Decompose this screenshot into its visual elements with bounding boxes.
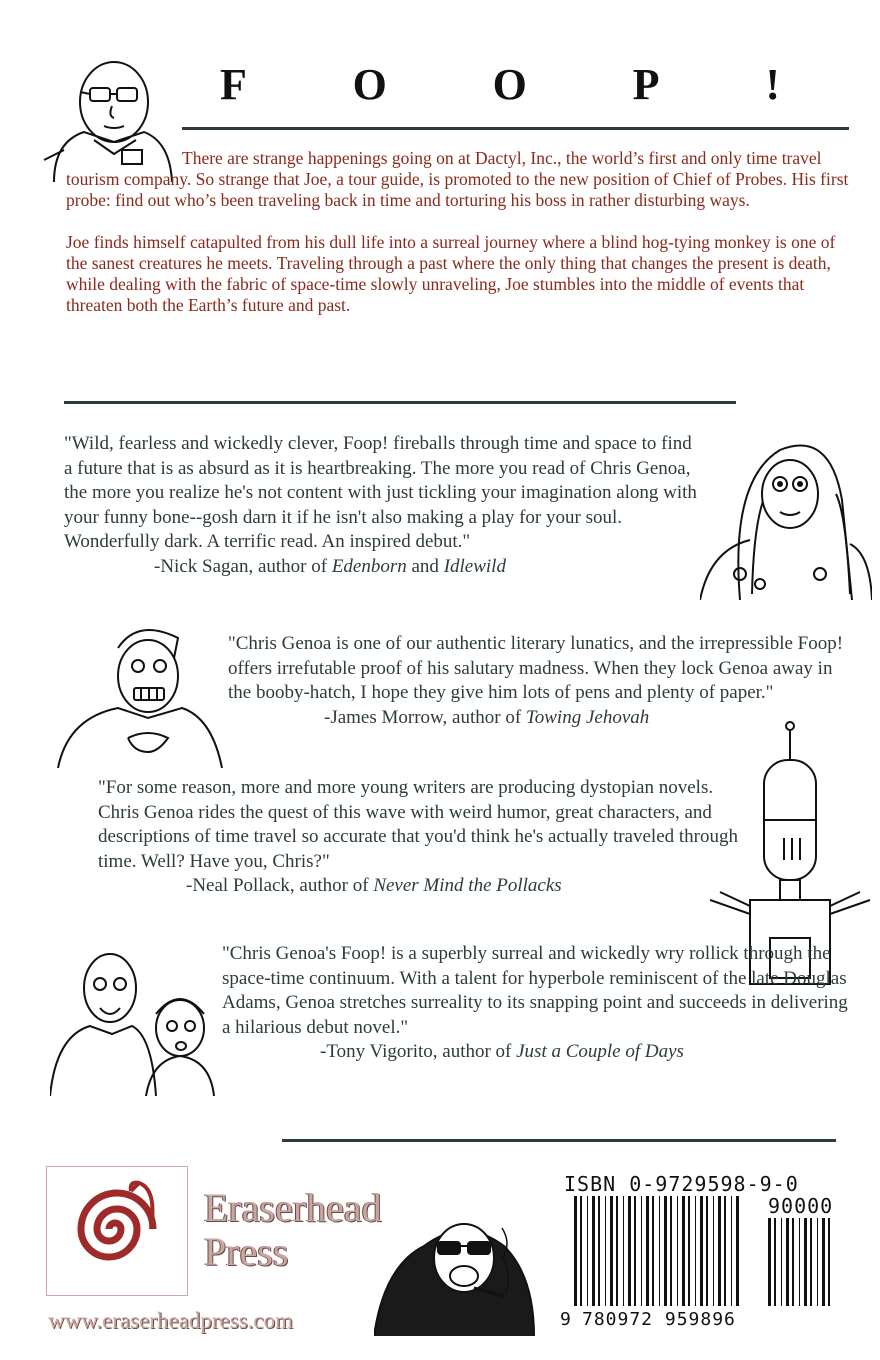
attribution-joiner: and: [406, 555, 444, 577]
barcode-bar: [799, 1218, 800, 1306]
publisher-name: [204, 1186, 382, 1274]
title-letter: P: [632, 59, 660, 109]
publisher-name-line2: Press: [204, 1229, 289, 1274]
barcode-bar: [828, 1218, 830, 1306]
price-barcode: [768, 1218, 832, 1310]
barcode-bar: [718, 1196, 721, 1306]
barcode-bar: [682, 1196, 685, 1306]
barcode: [574, 1196, 740, 1310]
barcode-bar: [605, 1196, 606, 1306]
ean-digits: 780972 959896: [582, 1309, 736, 1330]
attribution-work: Idlewild: [443, 555, 506, 577]
barcode-bar: [652, 1196, 654, 1306]
blurb-text: "For some reason, more and more young writers are producing dystopian novels. Chris Genoa rides the quest of this wave with weird humor, great characters, and descriptions of time travel so accurate that you'd think he's actually traveled through time. Well? Have you, Chris?": [98, 777, 738, 872]
barcode-bar: [634, 1196, 636, 1306]
blurb-sagan: [64, 432, 700, 579]
divider-top: [182, 127, 849, 130]
barcode-bar: [623, 1196, 624, 1306]
price-code: 90000: [768, 1194, 834, 1218]
barcode-bar: [610, 1196, 613, 1306]
ean-lead-digit: 9: [560, 1309, 571, 1330]
barcode-bar: [641, 1196, 642, 1306]
grinning-man-illustration: [48, 618, 228, 768]
long-haired-woman-illustration: [700, 424, 872, 600]
barcode-bar: [713, 1196, 714, 1306]
attribution-work: Edenborn: [331, 555, 407, 577]
barcode-bar: [804, 1218, 807, 1306]
attribution-work: Just a Couple of Days: [516, 1041, 684, 1062]
blurb-attribution: [98, 874, 738, 899]
barcode-bar: [677, 1196, 678, 1306]
barcode-bar: [700, 1196, 703, 1306]
title-letter: O: [352, 59, 387, 109]
title-letter: O: [492, 59, 527, 109]
attribution-author: -Nick Sagan, author of: [154, 555, 332, 577]
blurb-text: "Chris Genoa's Foop! is a superbly surreal and wickedly wry rollick through the space-time continuum. With a talent for hyperbole reminiscent of the late Douglas Adams, Genoa stretches surreality to its snapping point and succeeds in delivering a hilarious debut novel.": [222, 943, 848, 1038]
barcode-bar: [724, 1196, 726, 1306]
barcode-bar: [695, 1196, 696, 1306]
barcode-bar: [580, 1196, 582, 1306]
synopsis-paragraph-2: Joe finds himself catapulted from his dull life into a surreal journey where a blind hog-tying monkey is one of the sanest creatures he meets. Traveling through a past where the only thing that changes the present is death, while dealing with the fabric of space-time slowly unraveling, Joe stumbles into the middle of events that threaten both the Earth’s future and past.: [66, 232, 836, 315]
blurb-vigorito: [222, 942, 854, 1065]
barcode-bar: [587, 1196, 588, 1306]
barcode-bar: [574, 1196, 577, 1306]
blurb-attribution: [222, 1040, 854, 1065]
price-barcode-bars: [768, 1218, 832, 1306]
blurb-attribution: [64, 555, 700, 580]
two-men-illustration: [50, 948, 240, 1096]
barcode-bar: [664, 1196, 667, 1306]
barcode-bar: [822, 1218, 825, 1306]
barcode-bar: [646, 1196, 649, 1306]
attribution-author: -Neal Pollack, author of: [186, 875, 374, 896]
barcode-bar: [592, 1196, 595, 1306]
barcode-bar: [817, 1218, 818, 1306]
barcode-bar: [659, 1196, 660, 1306]
barcode-bar: [781, 1218, 782, 1306]
spiral-logo-icon: [47, 1167, 186, 1294]
barcode-bar: [706, 1196, 708, 1306]
blurb-morrow: [228, 632, 850, 730]
barcode-bar: [598, 1196, 600, 1306]
book-title: [220, 58, 780, 110]
publisher-url: www.eraserheadpress.com: [48, 1308, 294, 1333]
barcode-bar: [810, 1218, 812, 1306]
barcode-bar: [768, 1218, 771, 1306]
attribution-author: -James Morrow, author of: [324, 706, 526, 728]
blurb-pollack: [98, 776, 738, 899]
barcode-bar: [792, 1218, 794, 1306]
ean-barcode-bars: [574, 1196, 740, 1306]
barcode-bar: [786, 1218, 789, 1306]
barcode-bar: [774, 1218, 776, 1306]
synopsis-paragraph-1: There are strange happenings going on at Dactyl, Inc., the world’s first and only time travel tourism company. So strange that Joe, a tour guide, is promoted to the new position of Chief of Probes. His first probe: find out who’s been traveling back in time and torturing his boss in rather disturbing ways.: [66, 148, 849, 210]
publisher-name-line1: Eraserhead: [204, 1185, 382, 1230]
smoking-monkey-illustration: [374, 1196, 558, 1336]
title-letter: F: [220, 59, 247, 109]
attribution-work: Never Mind the Pollacks: [373, 875, 562, 896]
attribution-work: Towing Jehovah: [525, 706, 650, 728]
title-letter: !: [765, 59, 780, 109]
barcode-bar: [628, 1196, 631, 1306]
isbn-label: ISBN 0-9729598-9-0: [564, 1172, 799, 1196]
synopsis: [66, 148, 852, 337]
barcode-bar: [731, 1196, 732, 1306]
publisher-logo: [46, 1166, 188, 1296]
divider-middle: [64, 401, 736, 404]
barcode-bar: [670, 1196, 672, 1306]
barcode-bar: [688, 1196, 690, 1306]
blurb-text: "Chris Genoa is one of our authentic literary lunatics, and the irrepressible Foop! offers irrefutable proof of his salutary madness. When they lock Genoa away in the booby-hatch, I hope they give him lots of pens and plenty of paper.": [228, 633, 844, 703]
blurb-text: "Wild, fearless and wickedly clever, Foop! fireballs through time and space to find a future that is as absurd as it is heartbreaking. The more you read of Chris Genoa, the more you realize he's not content with just tickling your imagination along with your funny bone--gosh darn it if he isn't also making a play for your soul. Wonderfully dark. A terrific read. An inspired debut.": [64, 433, 697, 552]
attribution-author: -Tony Vigorito, author of: [320, 1041, 517, 1062]
barcode-bar: [736, 1196, 739, 1306]
barcode-bar: [616, 1196, 618, 1306]
divider-bottom: [282, 1139, 836, 1142]
